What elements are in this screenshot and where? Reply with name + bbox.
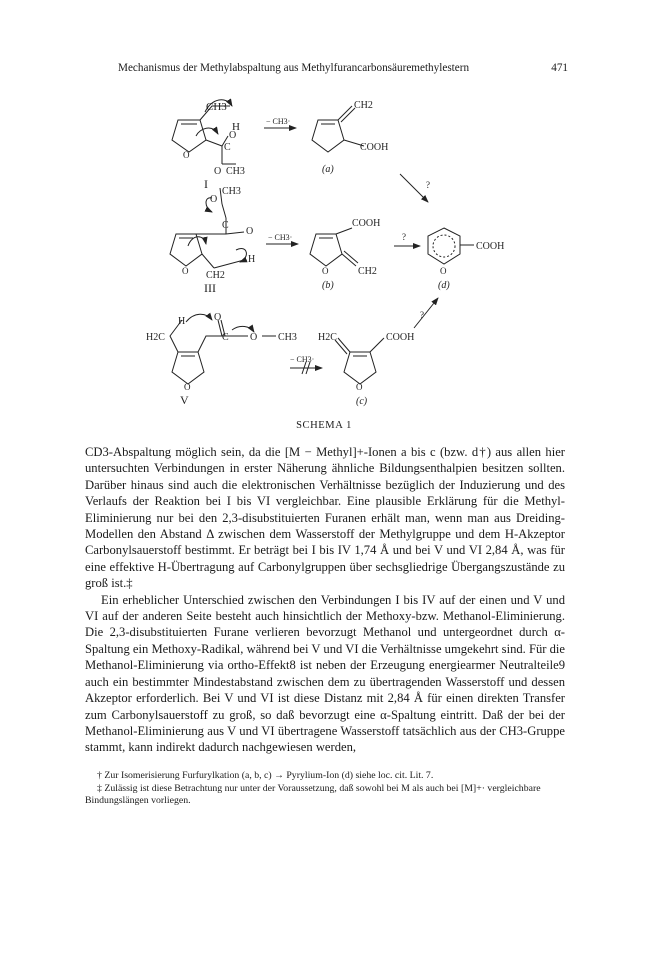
label-ch3-top: CH3 bbox=[206, 101, 227, 113]
label-III: III bbox=[204, 281, 216, 295]
label-I: I bbox=[204, 177, 208, 191]
label-o-ether-v: O bbox=[250, 332, 258, 343]
label-o-ether-i: O bbox=[214, 166, 222, 177]
running-header bbox=[118, 62, 568, 78]
reaction-scheme bbox=[0, 84, 648, 424]
label-q3: ? bbox=[420, 310, 424, 320]
label-o-carbonyl-i: O bbox=[229, 130, 237, 141]
label-loss-ch3-2: − CH3· bbox=[268, 233, 293, 242]
label-o-iii: O bbox=[210, 194, 218, 205]
label-o-ring-v: O bbox=[184, 382, 191, 392]
label-h-iii: H bbox=[248, 254, 256, 265]
label-o-ring-c: O bbox=[356, 382, 363, 392]
label-h2c-c: H2C bbox=[318, 332, 337, 343]
label-ch3-v: CH3 bbox=[278, 332, 297, 343]
label-cooh-d: COOH bbox=[476, 241, 505, 252]
label-ch3-iii: CH3 bbox=[222, 186, 241, 197]
structure-c bbox=[335, 338, 384, 384]
structure-d bbox=[428, 228, 474, 264]
footnote-double-dagger: ‡ Zulässig ist diese Betrachtung nur unter der Voraussetzung, daß sowohl bei M als auch bei [M]+· vergleichbare Bindungslängen vorliegen. bbox=[85, 782, 541, 807]
label-q1: ? bbox=[426, 180, 430, 190]
label-h-v: H bbox=[178, 316, 186, 327]
label-ch2-b: CH2 bbox=[358, 266, 377, 277]
label-ch2-a: CH2 bbox=[354, 100, 373, 111]
label-b: (b) bbox=[322, 280, 334, 291]
footnote-dagger: † Zur Isomerisierung Furfurylkation (a, b, c) → Pyrylium-Ion (d) siehe loc. cit. Lit. 7. bbox=[97, 770, 434, 781]
label-cooh-a: COOH bbox=[360, 142, 389, 153]
paragraph-2: Ein erheblicher Unterschied zwischen den Verbindungen I bis IV auf der einen und V und VI auf der anderen Seite besteht auch hinsichtlich der Methoxy-bzw. Methanol-Eliminierung. Die 2,3-disubstituierten Furane verlieren bevorzugt Methanol und untergeordnet durch α-Spaltung ein Methoxy-Radikal, während bei V und VI die Verhältnisse umgekehrt sind. Für die Methanol-Eliminierung via ortho-Effekt8 ist neben der Erzeugung energiearmer Neutralteile9 auch ein bestimmter Mindestabstand zwischen dem zu übertragenden Wasserstoff und dessen Akzeptor erforderlich. Bei V und VI ist diese Distanz mit 2,84 Å für einen direkten Transfer zum Carbonylsauerstoff zu groß, so daß bevorzugt eine α-Spaltung eintritt. Daß der bei der Methanol-Eliminierung aus V und VI übertragene Wasserstoff tatsächlich aus der CH3-Gruppe stammt, kann indirekt dadurch nachgewiesen werden, bbox=[85, 592, 566, 755]
scheme-caption: SCHEMA 1 bbox=[296, 420, 352, 431]
page-number: 471 bbox=[551, 62, 568, 74]
label-d: (d) bbox=[438, 280, 450, 291]
structure-III bbox=[170, 188, 246, 268]
label-o-carbonyl-iii: O bbox=[246, 226, 254, 237]
label-cooh-c: COOH bbox=[386, 332, 415, 343]
structure-a bbox=[312, 106, 364, 152]
label-o-ring-d: O bbox=[440, 266, 447, 276]
label-loss-ch3-1: − CH3· bbox=[266, 117, 291, 126]
structure-V bbox=[170, 314, 276, 384]
label-o-ring-b: O bbox=[322, 266, 329, 276]
label-o-ring-iii: O bbox=[182, 266, 189, 276]
paragraph-1: CD3-Abspaltung möglich sein, da die [M − Methyl]+-Ionen a bis c (bzw. d†) aus allen hier untersuchten Verbindungen in erster Näherung ähnliche Bildungsenthalpien besitzen sollten. Darüber hinaus sind auch die elektronischen Verhältnisse bezüglich der Induzierung und des Verlaufs der Reaktion bei I bis VI vergleichbar. Eine plausible Erklärung für die Methyl-Eliminierung nur bei den 2,3-disubstituierten Furanen erhält man, wenn man aus Dreiding-Modellen den Abstand Δ zwischen dem Wasserstoff der Methylgruppe und dem H-Akzeptor Carbonylsauerstoff bestimmt. Er beträgt bei I bis IV 1,74 Å und bei V und VI 2,84 Å, was für eine effektive H-Übertragung auf Carbonylgruppen über sechsgliedrige Übergangszustände zu groß ist.‡ bbox=[85, 445, 565, 591]
structure-b bbox=[310, 228, 358, 266]
label-c: (c) bbox=[356, 396, 368, 407]
label-o-carbonyl-v: O bbox=[214, 312, 222, 323]
label-cooh-b: COOH bbox=[352, 218, 381, 229]
body-text bbox=[85, 444, 565, 756]
label-ch2-iii: CH2 bbox=[206, 270, 225, 281]
label-c-v: C bbox=[222, 332, 229, 343]
footnotes bbox=[85, 770, 565, 808]
label-V: V bbox=[180, 393, 189, 407]
running-title: Mechanismus der Methylabspaltung aus Methylfurancarbonsäuremethylestern bbox=[118, 62, 470, 74]
label-o-ring-i: O bbox=[183, 150, 190, 160]
label-h2c-v: H2C bbox=[146, 332, 165, 343]
label-c-iii: C bbox=[222, 220, 229, 231]
label-h-top: H bbox=[232, 121, 240, 133]
label-a: (a) bbox=[322, 164, 334, 175]
label-q2: ? bbox=[402, 232, 406, 242]
label-c-i: C bbox=[224, 142, 231, 153]
label-ch3-ether-i: CH3 bbox=[226, 166, 245, 177]
label-loss-ch3-3: − CH3· bbox=[290, 355, 315, 364]
